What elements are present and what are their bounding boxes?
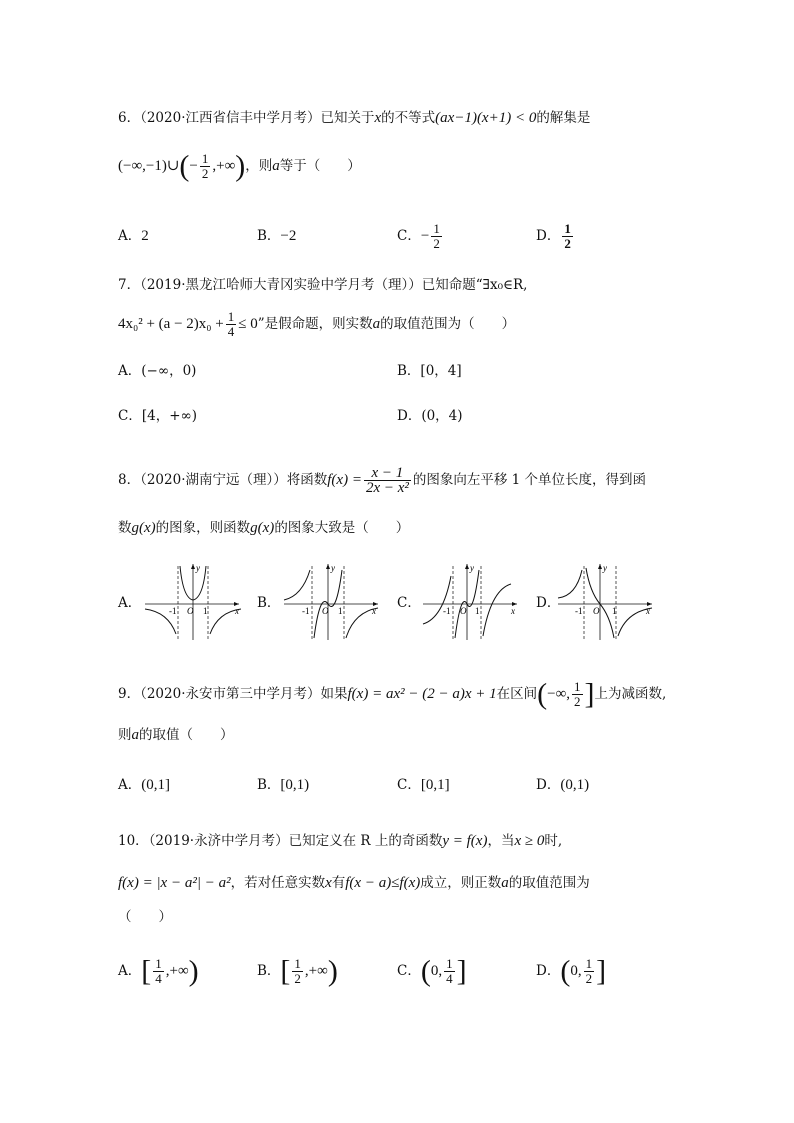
q8-a-one: 1 xyxy=(203,606,208,616)
q6-d-num: 1 xyxy=(564,221,571,236)
q6-frac-num: 1 xyxy=(201,151,209,166)
q10-option-b[interactable] xyxy=(257,954,338,988)
q9-text-5: 的取值（ ） xyxy=(139,727,234,743)
q10-a-close: ) xyxy=(188,954,199,988)
q10-text-1: 已知定义在 R 上的奇函数 xyxy=(288,833,443,849)
q6-option-c-label: C． xyxy=(397,228,421,244)
q8-text-3: 数 xyxy=(118,520,132,536)
q8-line2 xyxy=(118,518,409,538)
q10-d-den: 2 xyxy=(585,971,593,986)
q10-b-open: [ xyxy=(280,954,291,988)
q10-option-c-label: C． xyxy=(397,963,421,979)
q10-a-den: 4 xyxy=(155,971,162,986)
q8-b-o: O xyxy=(322,606,329,616)
q8-d-x: x xyxy=(646,606,650,616)
q9-option-c[interactable] xyxy=(397,775,450,795)
q10-a-open: [ xyxy=(141,954,152,988)
q8-frac-den: 2x − x² xyxy=(365,480,409,496)
q10-b-den: 2 xyxy=(294,971,301,986)
q10-source: （2019·永济中学月考） xyxy=(148,833,289,849)
q9-fx: f(x) = ax² − (2 − a)x + 1 xyxy=(347,686,497,702)
q9-frac-den: 2 xyxy=(574,694,581,709)
q6-text-5: 等于（ ） xyxy=(279,158,361,174)
q8-b-neg1: -1 xyxy=(302,606,310,616)
q8-option-b-label[interactable]: B． xyxy=(257,595,281,611)
q7-var-a: a xyxy=(372,316,381,332)
q8-option-d-label[interactable]: D． xyxy=(536,595,561,611)
q8-fx: f(x) = xyxy=(327,472,362,488)
q6-c-num: 1 xyxy=(433,221,440,236)
q10-fx-def: f(x) = |x − a²| − a² xyxy=(118,875,231,891)
q8-a-o: O xyxy=(187,606,194,616)
q8-frac xyxy=(364,466,411,495)
q7-expr-tail: ≤ 0 xyxy=(238,316,258,332)
q9-stem xyxy=(118,677,667,711)
q8-frac-num: x − 1 xyxy=(364,466,411,481)
q8-b-one: 1 xyxy=(338,606,343,616)
q7-option-d[interactable] xyxy=(397,406,463,426)
q7-option-b-label: B． xyxy=(397,363,421,379)
q10-text-4: ，若对任意实数 xyxy=(230,875,326,891)
q10-c-close: ] xyxy=(456,954,467,988)
q7-number: 7． xyxy=(118,277,141,293)
q8-a-neg1: -1 xyxy=(169,606,177,616)
q9-var-a: a xyxy=(131,727,139,743)
q10-a-num: 1 xyxy=(155,956,162,971)
q7-option-a-value: (−∞，0) xyxy=(141,363,197,379)
q6-text-3: 的解集是 xyxy=(536,110,591,126)
q6-option-c-frac xyxy=(431,222,442,251)
q8-c-one: 1 xyxy=(475,606,480,616)
q10-d-zero: 0, xyxy=(570,963,582,979)
q8-graph-b[interactable] xyxy=(282,562,382,646)
q9-number: 9． xyxy=(118,686,141,702)
q10-option-d[interactable] xyxy=(536,954,607,988)
q6-text-1: 已知关于 xyxy=(320,110,375,126)
q6-solution-line xyxy=(118,149,361,183)
q10-text-5: 有 xyxy=(331,875,346,891)
q6-option-b-value: −2 xyxy=(280,228,297,244)
q10-d-close: ] xyxy=(596,954,607,988)
q10-option-b-label: B． xyxy=(257,963,281,979)
q8-a-x: x xyxy=(235,606,239,616)
q9-option-a[interactable] xyxy=(118,775,170,795)
q10-line2 xyxy=(118,873,590,893)
q6-option-d[interactable] xyxy=(536,222,575,251)
q9-option-c-value: [0,1] xyxy=(420,777,450,793)
q10-line3: （ ） xyxy=(118,909,172,925)
q7-option-c-label: C． xyxy=(118,408,142,424)
q9-text-1: 如果 xyxy=(320,686,348,702)
q7-option-c-value: [4，+∞) xyxy=(141,408,198,424)
q6-text-4: ，则 xyxy=(245,158,273,174)
q7-stem xyxy=(118,275,527,295)
q10-number: 10． xyxy=(118,833,149,849)
q8-b-x: x xyxy=(372,606,376,616)
q8-option-a-label[interactable]: A． xyxy=(118,595,142,611)
q10-text-3: 时, xyxy=(544,833,563,849)
q7-option-c[interactable] xyxy=(118,406,197,426)
q9-option-a-label: A． xyxy=(118,777,142,793)
q9-line2 xyxy=(118,725,234,745)
q6-minus: − xyxy=(189,158,198,174)
q8-text-2: 的图象向左平移 1 个单位长度，得到函 xyxy=(412,472,647,488)
q6-paren-open: ( xyxy=(179,149,190,183)
q9-text-3: 上为减函数, xyxy=(594,686,667,702)
q10-option-a-label: A． xyxy=(118,963,142,979)
q8-d-y: y xyxy=(603,563,607,573)
q7-option-a[interactable] xyxy=(118,361,196,381)
q10-var-x: x xyxy=(325,875,332,891)
q6-option-a-label: A． xyxy=(118,228,142,244)
q8-graph-d[interactable] xyxy=(556,562,656,646)
q10-text-6: 成立，则正数 xyxy=(420,875,502,891)
q10-b-num: 1 xyxy=(294,956,301,971)
q7-expr-line xyxy=(118,310,515,339)
q8-b-y: y xyxy=(331,563,335,573)
q6-d-den: 2 xyxy=(564,236,571,251)
q6-option-d-label: D． xyxy=(536,228,561,244)
q8-d-neg1: -1 xyxy=(575,606,583,616)
q9-paren-open: ( xyxy=(537,677,548,711)
q10-yfx: y = f(x) xyxy=(442,833,488,849)
q10-a-tail: ,+∞ xyxy=(165,963,189,979)
q10-a-frac xyxy=(153,957,164,986)
q8-gx-1: g(x) xyxy=(131,520,156,536)
q8-d-one: 1 xyxy=(612,606,617,616)
q8-c-x: x xyxy=(511,606,515,616)
q6-option-d-frac xyxy=(562,222,573,251)
q6-number: 6． xyxy=(118,110,141,126)
q9-text-4: 则 xyxy=(118,727,132,743)
q10-option-a[interactable] xyxy=(118,954,199,988)
q9-option-b[interactable] xyxy=(257,775,309,795)
q10-b-frac xyxy=(292,957,303,986)
q7-text-2: ”是假命题，则实数 xyxy=(257,316,373,332)
q10-text-2: ，当 xyxy=(487,833,515,849)
q10-d-open: ( xyxy=(560,954,571,988)
q10-c-zero: 0, xyxy=(430,963,443,979)
q10-cond: x ≥ 0 xyxy=(514,833,545,849)
q7-frac-den: 4 xyxy=(227,324,235,339)
q6-option-a[interactable] xyxy=(118,226,149,246)
q9-option-a-value: (0,1] xyxy=(141,777,170,793)
q9-option-d-label: D． xyxy=(536,777,561,793)
q8-c-o: O xyxy=(460,606,467,616)
q7-text-1: 已知命题“∃x₀∈R, xyxy=(421,277,528,293)
q10-option-c[interactable] xyxy=(397,954,467,988)
q9-bracket-close: ] xyxy=(584,677,595,711)
q6-text-2: 的不等式 xyxy=(381,110,436,126)
q10-var-a: a xyxy=(501,875,509,891)
q6-c-den: 2 xyxy=(433,236,440,251)
q8-source: （2020·湖南宁远（理）） xyxy=(140,472,287,488)
q10-c-open: ( xyxy=(420,954,431,988)
q8-d-o: O xyxy=(593,606,600,616)
q8-graph-c[interactable] xyxy=(421,562,521,646)
q8-stem xyxy=(118,466,646,495)
q8-text-4: 的图象，则函数 xyxy=(155,520,251,536)
q10-d-num: 1 xyxy=(585,956,593,971)
q7-option-d-label: D． xyxy=(397,408,422,424)
q8-text-1: 将函数 xyxy=(286,472,328,488)
q6-set-tail: ,+∞ xyxy=(212,158,236,174)
q8-a-y: y xyxy=(196,563,200,573)
q6-stem xyxy=(118,108,590,128)
q8-c-neg1: -1 xyxy=(443,606,451,616)
q10-c-num: 1 xyxy=(446,956,453,971)
q6-option-b[interactable] xyxy=(257,226,296,246)
q9-option-c-label: C． xyxy=(397,777,421,793)
q9-source: （2020·永安市第三中学月考） xyxy=(140,686,321,702)
q8-gx-2: g(x) xyxy=(250,520,275,536)
q6-inequality: (ax−1)(x+1) < 0 xyxy=(435,110,537,126)
q6-half-frac xyxy=(200,152,211,181)
q7-option-d-value: (0，4) xyxy=(421,408,463,424)
q8-graph-a[interactable] xyxy=(143,562,243,646)
q9-option-d[interactable] xyxy=(536,775,589,795)
q10-stem xyxy=(118,831,562,851)
q10-option-d-label: D． xyxy=(536,963,561,979)
q6-option-a-value: 2 xyxy=(141,228,149,244)
q6-option-c[interactable] xyxy=(397,222,444,251)
q6-option-c-value: − xyxy=(420,228,430,244)
q9-interval: −∞, xyxy=(547,686,571,702)
q9-option-b-value: [0,1) xyxy=(280,777,310,793)
q10-c-frac xyxy=(444,957,455,986)
q10-b-close: ) xyxy=(327,954,338,988)
q6-var-x: x xyxy=(374,110,382,126)
q7-option-b-value: [0，4] xyxy=(420,363,462,379)
q6-set-left: (−∞,−1)∪ xyxy=(118,158,180,174)
q8-option-c-label[interactable]: C． xyxy=(397,595,421,611)
q9-option-d-value: (0,1) xyxy=(560,777,590,793)
q6-var-a: a xyxy=(272,158,280,174)
q9-frac xyxy=(572,680,583,709)
q9-option-b-label: B． xyxy=(257,777,281,793)
q8-number: 8． xyxy=(118,472,141,488)
q7-text-3: 的取值范围为（ ） xyxy=(380,316,516,332)
q7-expr: 4x₀² + (a − 2)x₀ + xyxy=(118,316,224,332)
q6-frac-den: 2 xyxy=(201,166,209,181)
q8-text-5: 的图象大致是（ ） xyxy=(274,520,410,536)
q7-option-a-label: A． xyxy=(118,363,142,379)
q9-text-2: 在区间 xyxy=(496,686,538,702)
q10-c-den: 4 xyxy=(446,971,453,986)
q10-d-frac xyxy=(584,957,595,986)
q6-paren-close: ) xyxy=(235,149,246,183)
q7-option-b[interactable] xyxy=(397,361,462,381)
q10-b-tail: ,+∞ xyxy=(304,963,328,979)
q7-frac-num: 1 xyxy=(227,309,235,324)
q10-ineq: f(x − a)≤f(x) xyxy=(345,875,421,891)
q8-c-y: y xyxy=(470,563,474,573)
q7-source: （2019·黑龙江哈师大青冈实验中学月考（理）） xyxy=(140,277,422,293)
q10-text-7: 的取值范围为 xyxy=(508,875,590,891)
q6-option-b-label: B． xyxy=(257,228,281,244)
q9-frac-num: 1 xyxy=(574,679,581,694)
q7-frac xyxy=(226,310,237,339)
q6-source: （2020·江西省信丰中学月考） xyxy=(140,110,321,126)
